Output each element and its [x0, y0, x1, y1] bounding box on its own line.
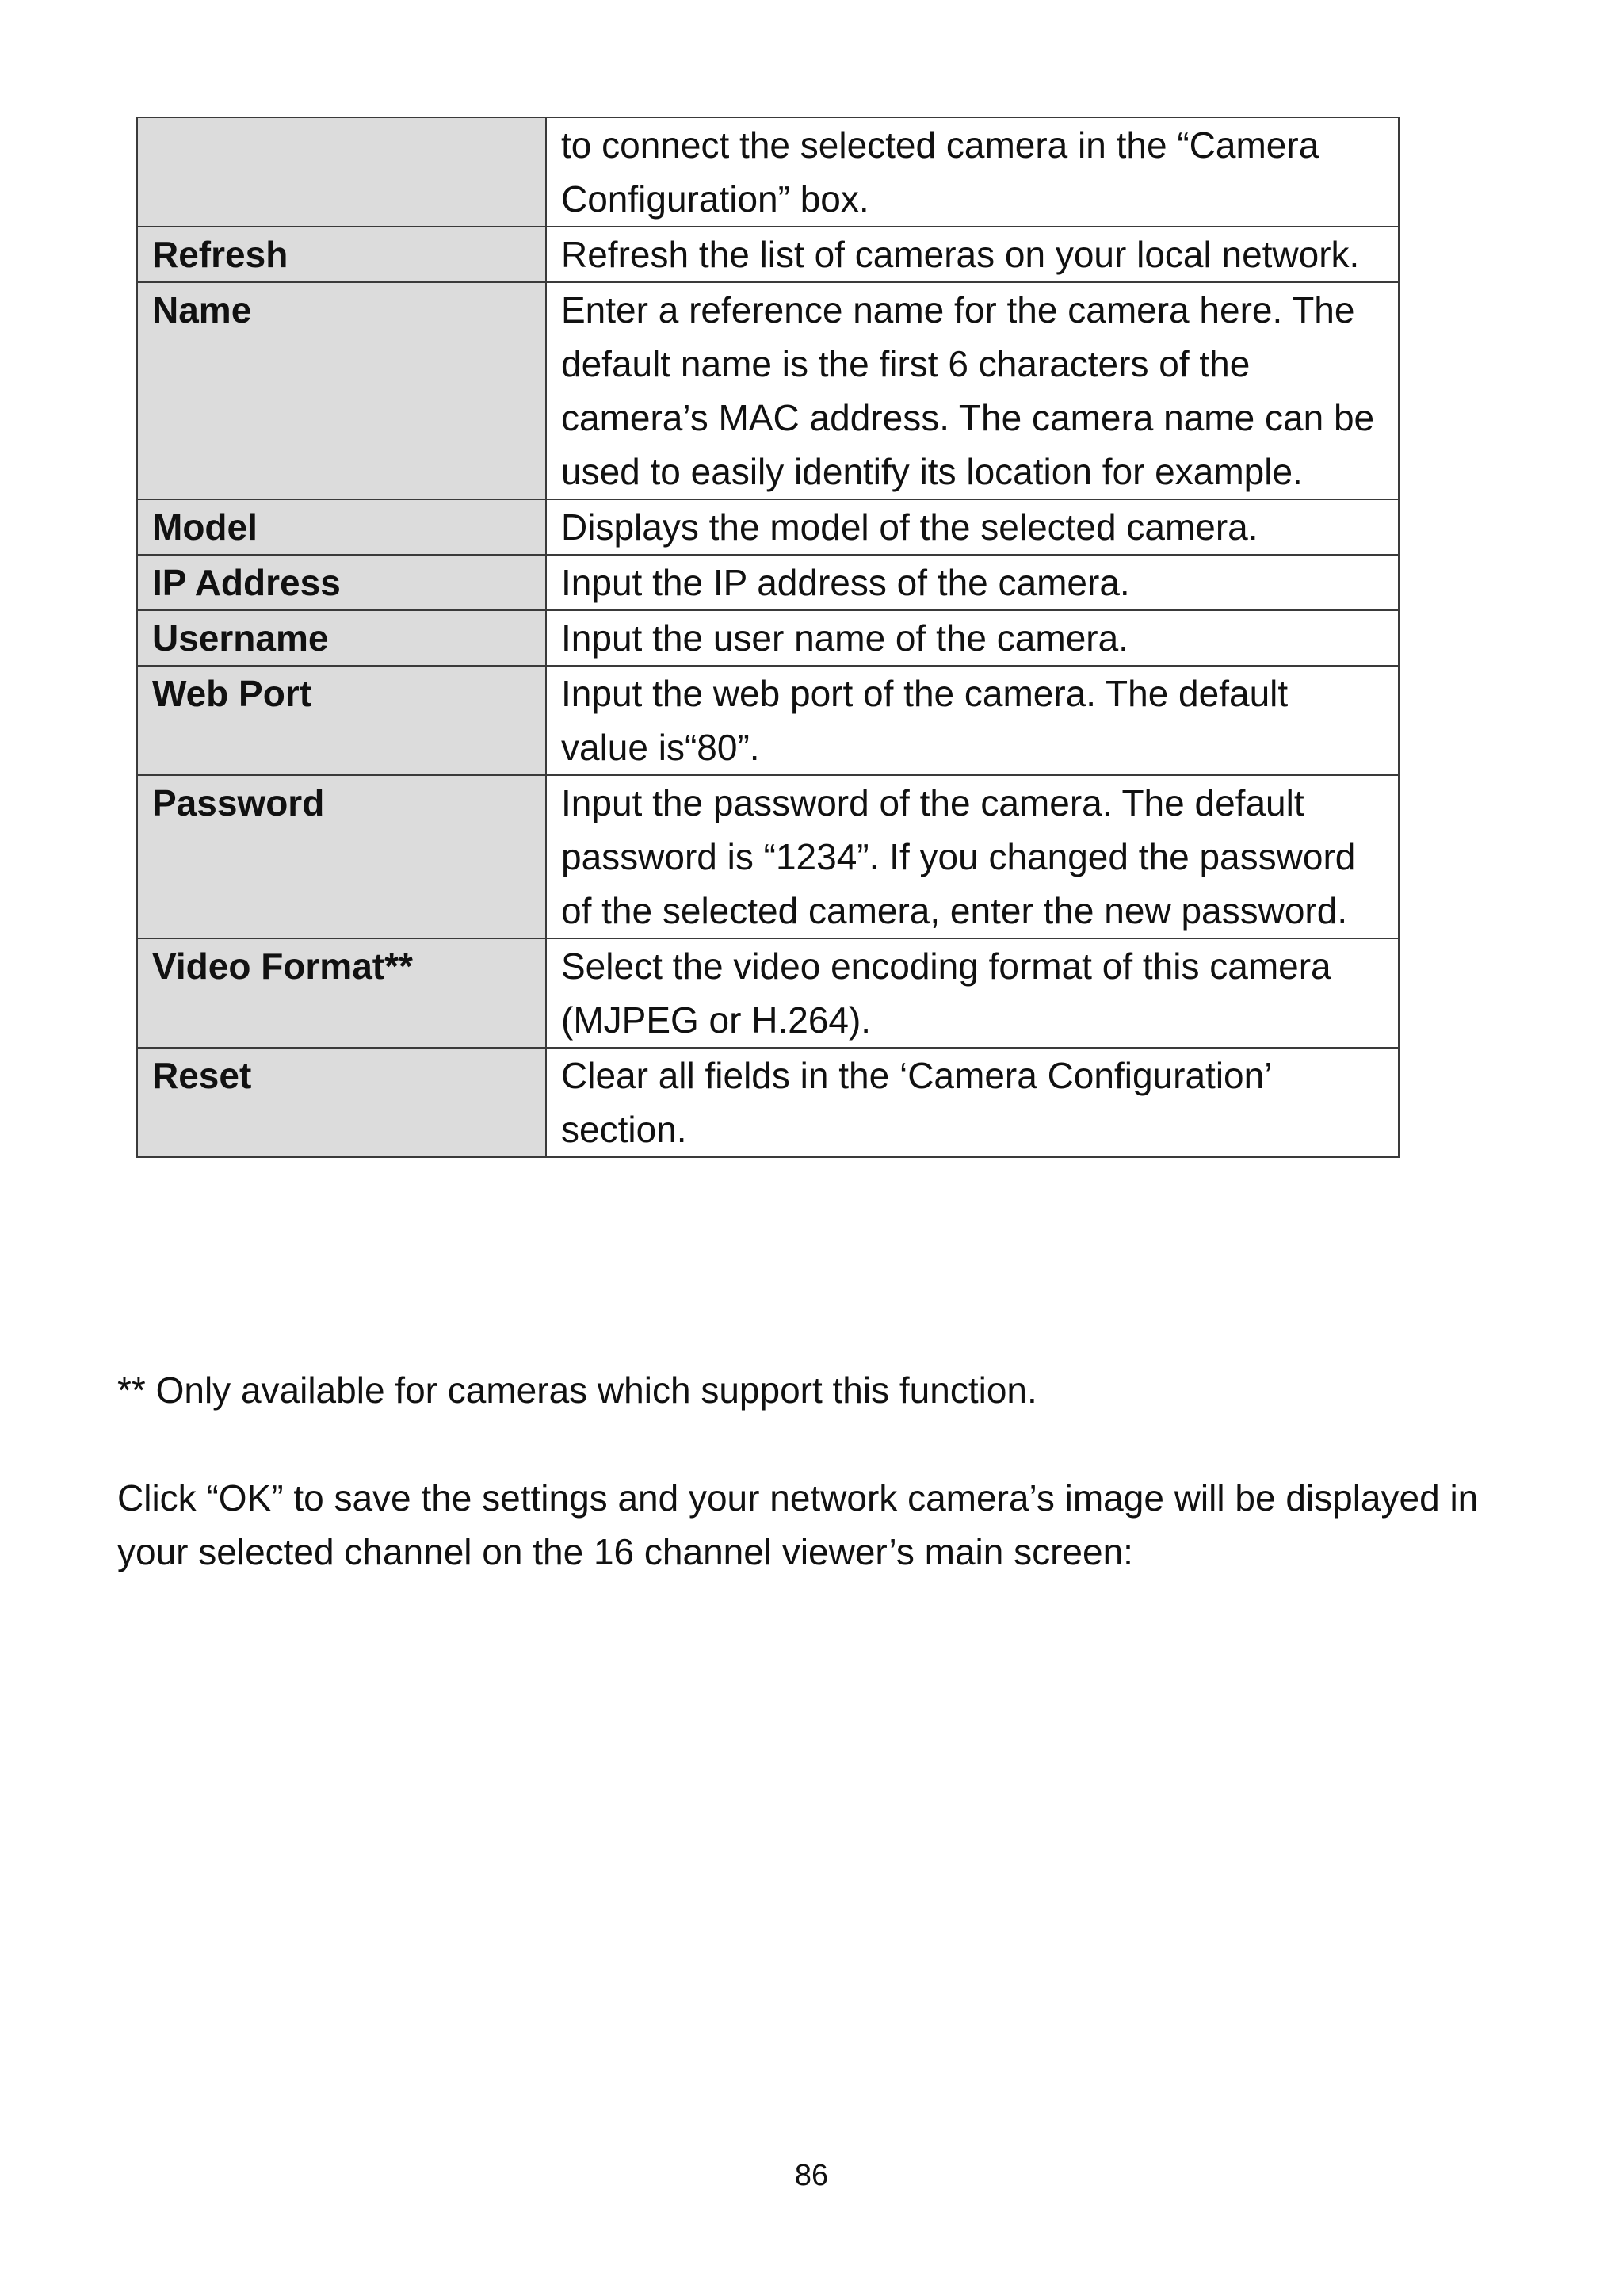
row-description: Enter a reference name for the camera here. The default name is the first 6 characters of the camera’s MAC address. The camera name can be used to easily identify its location for example. [546, 282, 1399, 499]
row-label: Name [137, 282, 546, 499]
row-label: IP Address [137, 555, 546, 610]
table-row [137, 282, 1399, 499]
table-row [137, 775, 1399, 938]
row-label: Reset [137, 1048, 546, 1157]
row-description: Input the web port of the camera. The default value is“80”. [546, 666, 1399, 775]
table-row [137, 610, 1399, 666]
row-label [137, 117, 546, 227]
row-description: Input the IP address of the camera. [546, 555, 1399, 610]
camera-settings-table [136, 117, 1400, 1158]
row-description: Select the video encoding format of this camera (MJPEG or H.264). [546, 938, 1399, 1048]
footnote: ** Only available for cameras which support this function. [117, 1370, 1037, 1411]
row-label: Username [137, 610, 546, 666]
row-label: Model [137, 499, 546, 555]
table-row [137, 1048, 1399, 1157]
row-description: Clear all fields in the ‘Camera Configuration’ section. [546, 1048, 1399, 1157]
table-row [137, 499, 1399, 555]
row-description: Input the password of the camera. The default password is “1234”. If you changed the password of the selected camera, enter the new password. [546, 775, 1399, 938]
table-row [137, 555, 1399, 610]
row-label: Web Port [137, 666, 546, 775]
row-label: Video Format** [137, 938, 546, 1048]
row-label: Password [137, 775, 546, 938]
row-label: Refresh [137, 227, 546, 282]
table-row [137, 666, 1399, 775]
row-description: Refresh the list of cameras on your local network. [546, 227, 1399, 282]
body-paragraph: Click “OK” to save the settings and your network camera’s image will be displayed in your selected channel on the 16 channel viewer’s main screen: [117, 1477, 1479, 1572]
row-description: to connect the selected camera in the “Camera Configuration” box. [546, 117, 1399, 227]
table-row [137, 117, 1399, 227]
page-number: 86 [794, 2159, 829, 2192]
table-row [137, 227, 1399, 282]
row-description: Displays the model of the selected camera. [546, 499, 1399, 555]
row-description: Input the user name of the camera. [546, 610, 1399, 666]
table-row [137, 938, 1399, 1048]
